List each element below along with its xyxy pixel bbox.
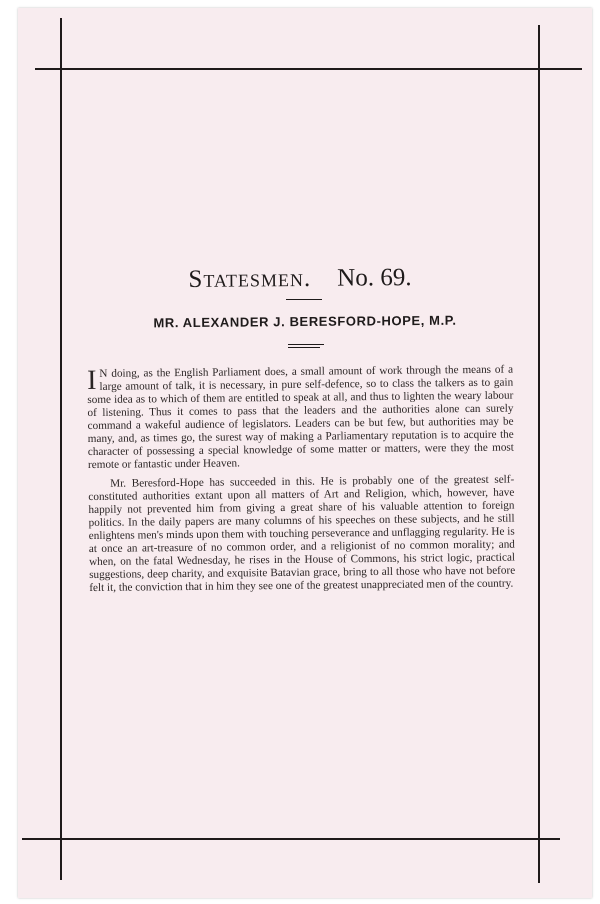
paragraph-1-text: N doing, as the English Parliament does, a small amount of work through the means of a large amount of talk, it is necessary, in pure self-defence, so to class the talkers as to gain some idea as to which of them are entitled to speak at all, and thus to lighten the weary labour of listening. Thus it comes to pass that the leaders and the authorities alone can surely command a wakeful audience of legislators. Leaders can be but few, but authorities may be many, and, as times go, the surest way of making a Parliamentary reputation is to acquire the character of possessing a special knowledge of some matter or matters, were they the most remote or fantastic under Heaven.	[87, 363, 514, 471]
frame-rule-right	[538, 25, 540, 883]
drop-cap: I	[86, 364, 97, 396]
frame-rule-bottom	[22, 838, 560, 840]
page-title	[100, 263, 500, 294]
article-subtitle: MR. ALEXANDER J. BERESFORD-HOPE, M.P.	[153, 312, 457, 331]
subtitle-divider-top	[288, 344, 324, 345]
article-body	[87, 364, 515, 601]
title-divider-top	[286, 299, 322, 300]
title-number: No. 69.	[337, 264, 412, 292]
paragraph-2: Mr. Beresford-Hope has succeeded in this. He is probably one of the greatest self-constituted authorities extant upon all matters of Art and Religion, which, however, have happily not prevented him from giving a great share of his valuable attention to foreign politics. In the daily papers are many columns of his speeches on these subjects, and he still enlightens men's minds upon them with touching perseverance and unflagging regularity. He is at once an art-treasure of no common order, and a religionist of no common morality; and when, on the fatal Wednesday, he rises in the House of Commons, his strict logic, practical suggestions, deep charity, and exquisite Batavian grace, bring to all those who have not before felt it, the conviction that in him they see one of the greatest unappreciated men of the country.	[88, 473, 516, 594]
title-word: Statesmen.	[188, 264, 312, 293]
paragraph-1	[87, 364, 514, 472]
frame-rule-top	[35, 68, 582, 70]
subtitle-divider-bottom	[288, 347, 320, 348]
frame-rule-left	[60, 18, 62, 880]
